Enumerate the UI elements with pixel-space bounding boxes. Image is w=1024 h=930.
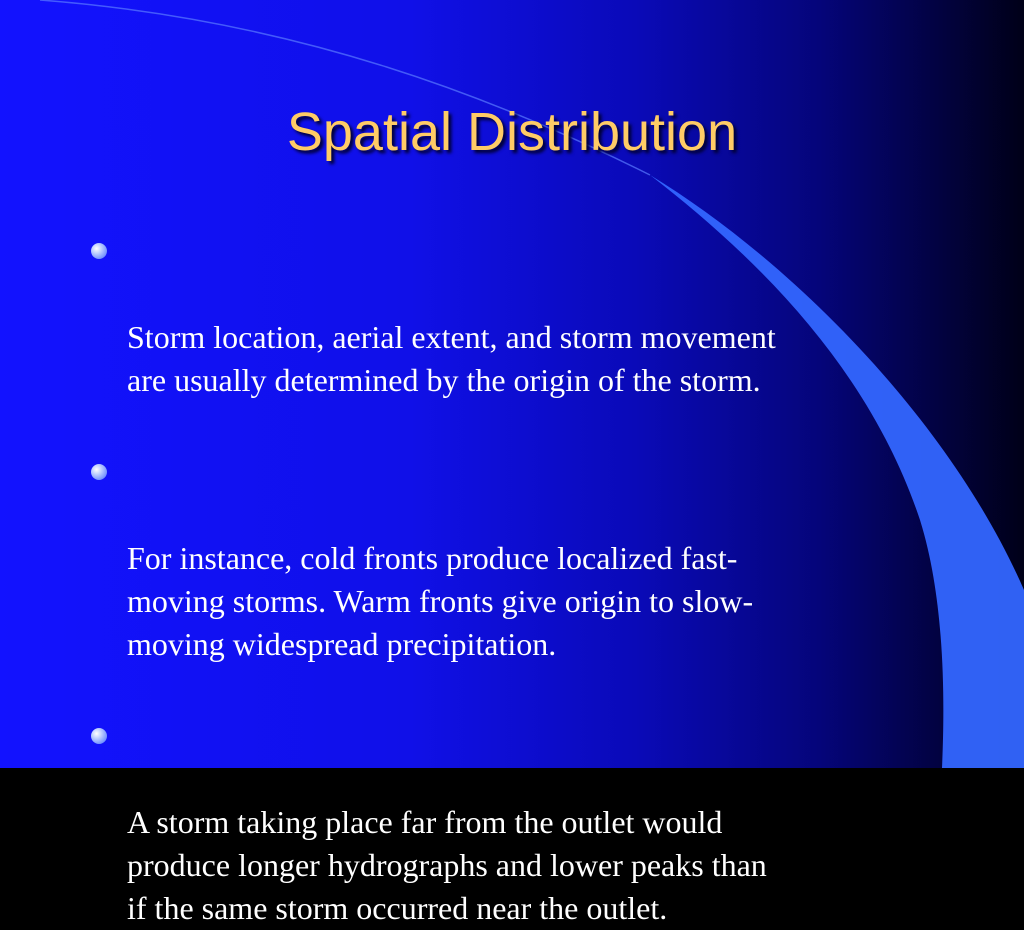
bullet-dot-icon — [91, 728, 107, 744]
bullet-dot-icon — [91, 243, 107, 259]
bullet-text: Storm location, aerial extent, and storm movement are usually determined by the origin of the storm. — [127, 319, 776, 398]
bullet-text: A storm taking place far from the outlet would produce longer hydrographs and lower peaks than if the same storm occurred near the outlet. — [127, 804, 767, 926]
bullet-item — [90, 451, 950, 666]
bullet-item — [90, 715, 950, 930]
bullet-list — [90, 230, 950, 930]
bullet-dot-icon — [91, 464, 107, 480]
bullet-item — [90, 230, 950, 402]
slide-title: Spatial Distribution — [286, 102, 738, 162]
bullet-text: For instance, cold fronts produce localized fast- moving storms. Warm fronts give origin to slow- moving widespread precipitation. — [127, 540, 754, 662]
